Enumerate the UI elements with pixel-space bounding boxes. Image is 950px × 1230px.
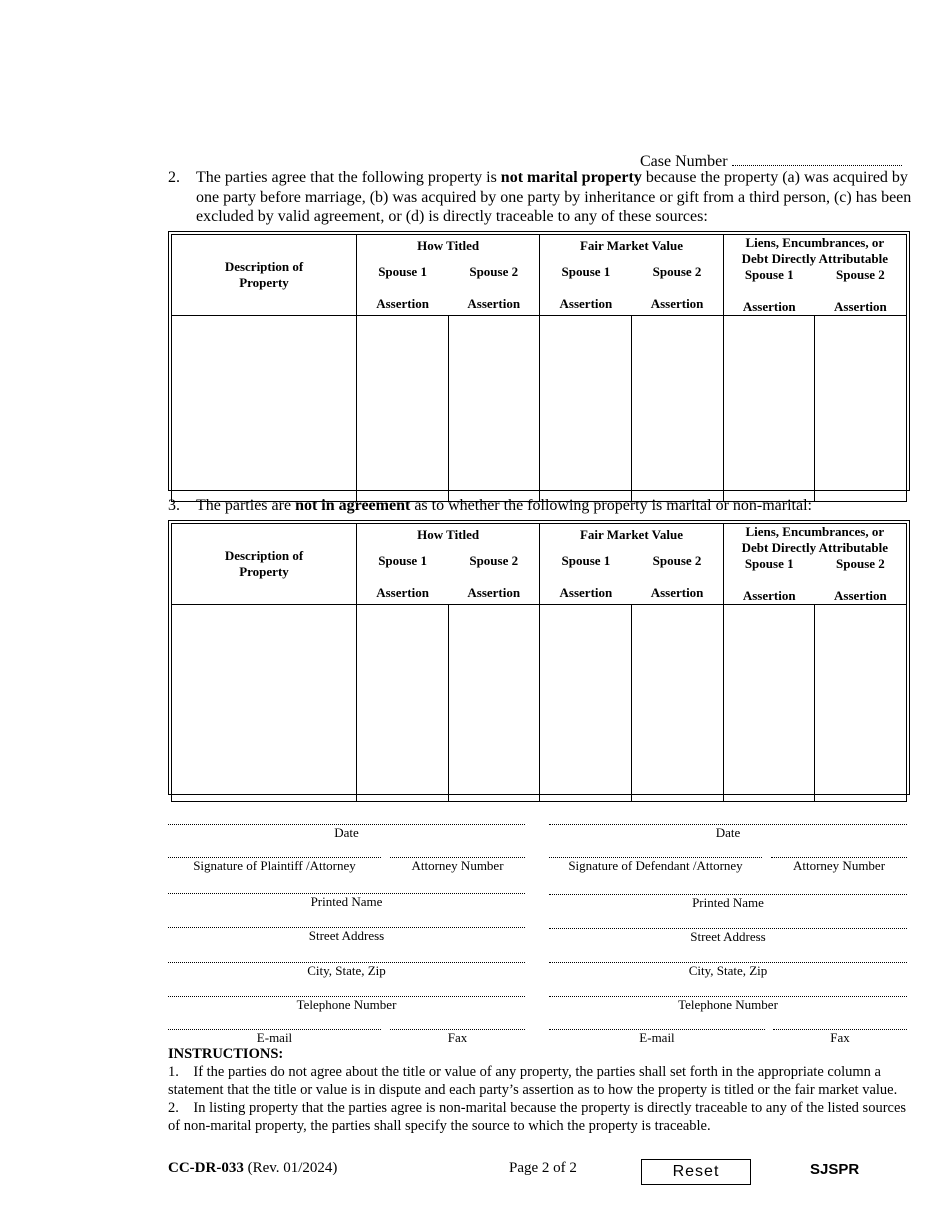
description-cell[interactable] [172,605,357,802]
form-id: CC-DR-033 (Rev. 01/2024) [168,1160,338,1176]
how-titled-header: How Titled Spouse 1 Assertion Spouse 2 Assertion [357,524,540,605]
liens-header: Liens, Encumbrances, or Debt Directly Attributable Spouse 1 Assertion Spouse 2 Assertion [723,524,906,605]
page-number: Page 2 of 2 [509,1160,577,1176]
section-3-text-b: as to whether the following property is marital or non-marital: [410,497,812,514]
defendant-fax-field[interactable]: Fax [773,1029,907,1045]
how-titled-spouse2-cell[interactable] [448,605,540,802]
property-grid-2 [171,523,907,802]
liens-spouse2-cell[interactable] [815,605,907,802]
plaintiff-attorney-number-field[interactable]: Attorney Number [390,857,525,873]
plaintiff-date-field[interactable]: Date [168,824,525,840]
section-3-bold: not in agreement [295,497,411,514]
fair-market-value-header: Fair Market Value Spouse 1 Assertion Spouse 2 Assertion [540,235,723,316]
description-cell[interactable] [172,316,357,502]
case-number-input[interactable] [732,151,902,166]
plaintiff-printed-name-field[interactable]: Printed Name [168,893,525,909]
section-2-text-b: because the property (a) was acquired by one party before marriage, (b) was acquired by one party by inheritance or gift from a third person, (c) has been excluded by valid agreement, or (d) is directly traceable to any of these sources: [196,169,912,225]
plaintiff-fax-field[interactable]: Fax [390,1029,525,1045]
liens-spouse1-cell[interactable] [723,605,815,802]
section-2-bold: not marital property [500,169,642,186]
description-header: Description of Property [172,235,357,316]
section-3-number: 3. [168,497,180,514]
defendant-printed-name-field[interactable]: Printed Name [549,894,907,910]
liens-header: Liens, Encumbrances, or Debt Directly Attributable Spouse 1 Assertion Spouse 2 Assertion [723,235,906,316]
section-2-number: 2. [168,169,180,186]
fmv-spouse1-cell[interactable] [540,316,632,502]
defendant-date-field[interactable]: Date [549,824,907,840]
defendant-street-address-field[interactable]: Street Address [549,928,907,944]
agency-code: SJSPR [810,1161,860,1178]
fmv-spouse2-cell[interactable] [631,605,723,802]
defendant-attorney-number-field[interactable]: Attorney Number [771,857,907,873]
section-2-text-a: The parties agree that the following property is [196,169,501,186]
instruction-item-2: 2. In listing property that the parties agree is non-marital because the property is directly traceable to any of the listed sources of non-marital property, the parties shall specify the source to which the property is traceable. [168,1100,907,1134]
fair-market-value-header: Fair Market Value Spouse 1 Assertion Spouse 2 Assertion [540,524,723,605]
property-grid-1 [171,234,907,502]
defendant-signature-field[interactable]: Signature of Defendant /Attorney [549,857,762,873]
plaintiff-city-state-zip-field[interactable]: City, State, Zip [168,962,525,978]
instructions [168,1045,913,1135]
fmv-spouse2-cell[interactable] [631,316,723,502]
how-titled-header: How Titled Spouse 1 Assertion Spouse 2 Assertion [357,235,540,316]
instruction-item-1: 1. If the parties do not agree about the title or value of any property, the parties shall set forth in the appropriate column a statement that the title or value is in dispute and each party’s assertion as to how the property is titled or the fair market value. [168,1064,898,1098]
defendant-telephone-field[interactable]: Telephone Number [549,996,907,1012]
description-header: Description of Property [172,524,357,605]
section-2-paragraph [168,168,918,227]
table-disputed-property [168,520,910,795]
fmv-spouse1-cell[interactable] [540,605,632,802]
plaintiff-telephone-field[interactable]: Telephone Number [168,996,525,1012]
section-3-paragraph [168,496,918,516]
liens-spouse1-cell[interactable] [723,316,815,502]
how-titled-spouse1-cell[interactable] [357,605,449,802]
defendant-email-field[interactable]: E-mail [549,1029,765,1045]
instructions-heading: INSTRUCTIONS: [168,1046,284,1062]
case-number-label: Case Number [640,153,728,170]
table-non-marital-property [168,231,910,491]
how-titled-spouse1-cell[interactable] [357,316,449,502]
plaintiff-signature-field[interactable]: Signature of Plaintiff /Attorney [168,857,381,873]
plaintiff-street-address-field[interactable]: Street Address [168,927,525,943]
liens-spouse2-cell[interactable] [815,316,907,502]
defendant-city-state-zip-field[interactable]: City, State, Zip [549,962,907,978]
plaintiff-email-field[interactable]: E-mail [168,1029,381,1045]
section-3-text-a: The parties are [196,497,296,514]
how-titled-spouse2-cell[interactable] [448,316,540,502]
reset-button[interactable]: Reset [641,1159,751,1185]
